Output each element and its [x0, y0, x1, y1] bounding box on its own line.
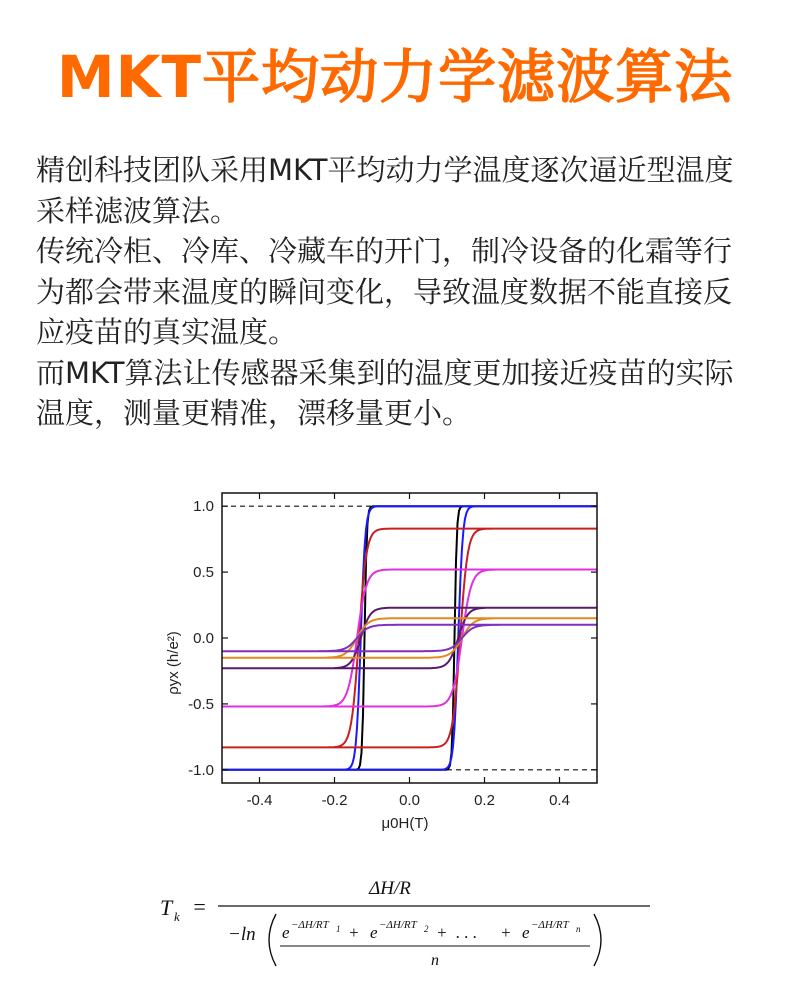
- term-2-exp: −ΔH/RT: [379, 919, 417, 931]
- term-1-exp: −ΔH/RT: [291, 919, 329, 931]
- y-tick-label: 0.0: [193, 630, 214, 647]
- x-tick-label: 0.4: [549, 792, 570, 809]
- y-tick-label: -0.5: [188, 695, 214, 713]
- paragraph-3: 而MKT算法让传感器采集到的温度更加接近疫苗的实际温度，测量更精准，漂移量更小。: [36, 355, 734, 430]
- series-line: [222, 608, 597, 669]
- formula-lhs: T: [160, 895, 173, 920]
- term-n-sub: n: [576, 924, 581, 934]
- formula-denominator-n: n: [431, 952, 439, 969]
- x-tick-label: 0.2: [474, 792, 495, 809]
- plot-area: [188, 493, 597, 809]
- paragraph-2: 传统冷柜、冷库、冷藏车的开门，制冷设备的化霜等行为都会带来温度的瞬间变化，导致温度数据不能直接反应疫苗的真实温度。: [36, 234, 733, 349]
- page-title: MKT平均动力学滤波算法: [56, 43, 734, 111]
- series-line: [222, 570, 597, 707]
- right-paren: [594, 914, 601, 966]
- mkt-formula: [150, 868, 670, 978]
- body-text: [36, 150, 756, 434]
- x-axis-label: μ0H(T): [381, 815, 429, 832]
- left-paren: [269, 914, 276, 966]
- y-tick-label: 1.0: [193, 498, 214, 516]
- paragraph-1: 精创科技团队采用MKT平均动力学温度逐次逼近型温度采样滤波算法。: [36, 153, 734, 228]
- x-tick-label: 0.0: [399, 792, 420, 809]
- term-1-sub: 1: [336, 924, 341, 934]
- term-n-base: e: [522, 923, 530, 942]
- series-line: [222, 506, 597, 770]
- plus-2: +: [436, 923, 448, 942]
- x-tick-label: -0.2: [321, 792, 348, 809]
- series-line: [222, 529, 597, 748]
- formula-equals: =: [192, 894, 207, 919]
- y-axis-label: ρyx (h/e²): [165, 631, 182, 695]
- formula-numerator: ΔH/R: [369, 878, 411, 899]
- plus-1: +: [348, 923, 360, 942]
- chart-canvas: [150, 478, 620, 858]
- term-n-exp: −ΔH/RT: [531, 919, 569, 931]
- x-tick-label: -0.4: [246, 792, 273, 809]
- plus-3: +: [500, 923, 512, 942]
- y-tick-label: -1.0: [188, 761, 214, 779]
- term-1-base: e: [282, 923, 290, 942]
- plot-frame: [222, 493, 597, 783]
- y-tick-label: 0.5: [193, 564, 214, 582]
- term-2-sub: 2: [424, 924, 429, 934]
- hysteresis-chart: [150, 478, 620, 858]
- ellipsis: . . .: [456, 923, 478, 942]
- formula-minus-ln: −ln: [228, 924, 256, 945]
- term-2-base: e: [370, 923, 378, 942]
- series-line: [222, 625, 597, 651]
- series-line: [222, 506, 597, 770]
- formula-lhs-sub: k: [174, 909, 180, 924]
